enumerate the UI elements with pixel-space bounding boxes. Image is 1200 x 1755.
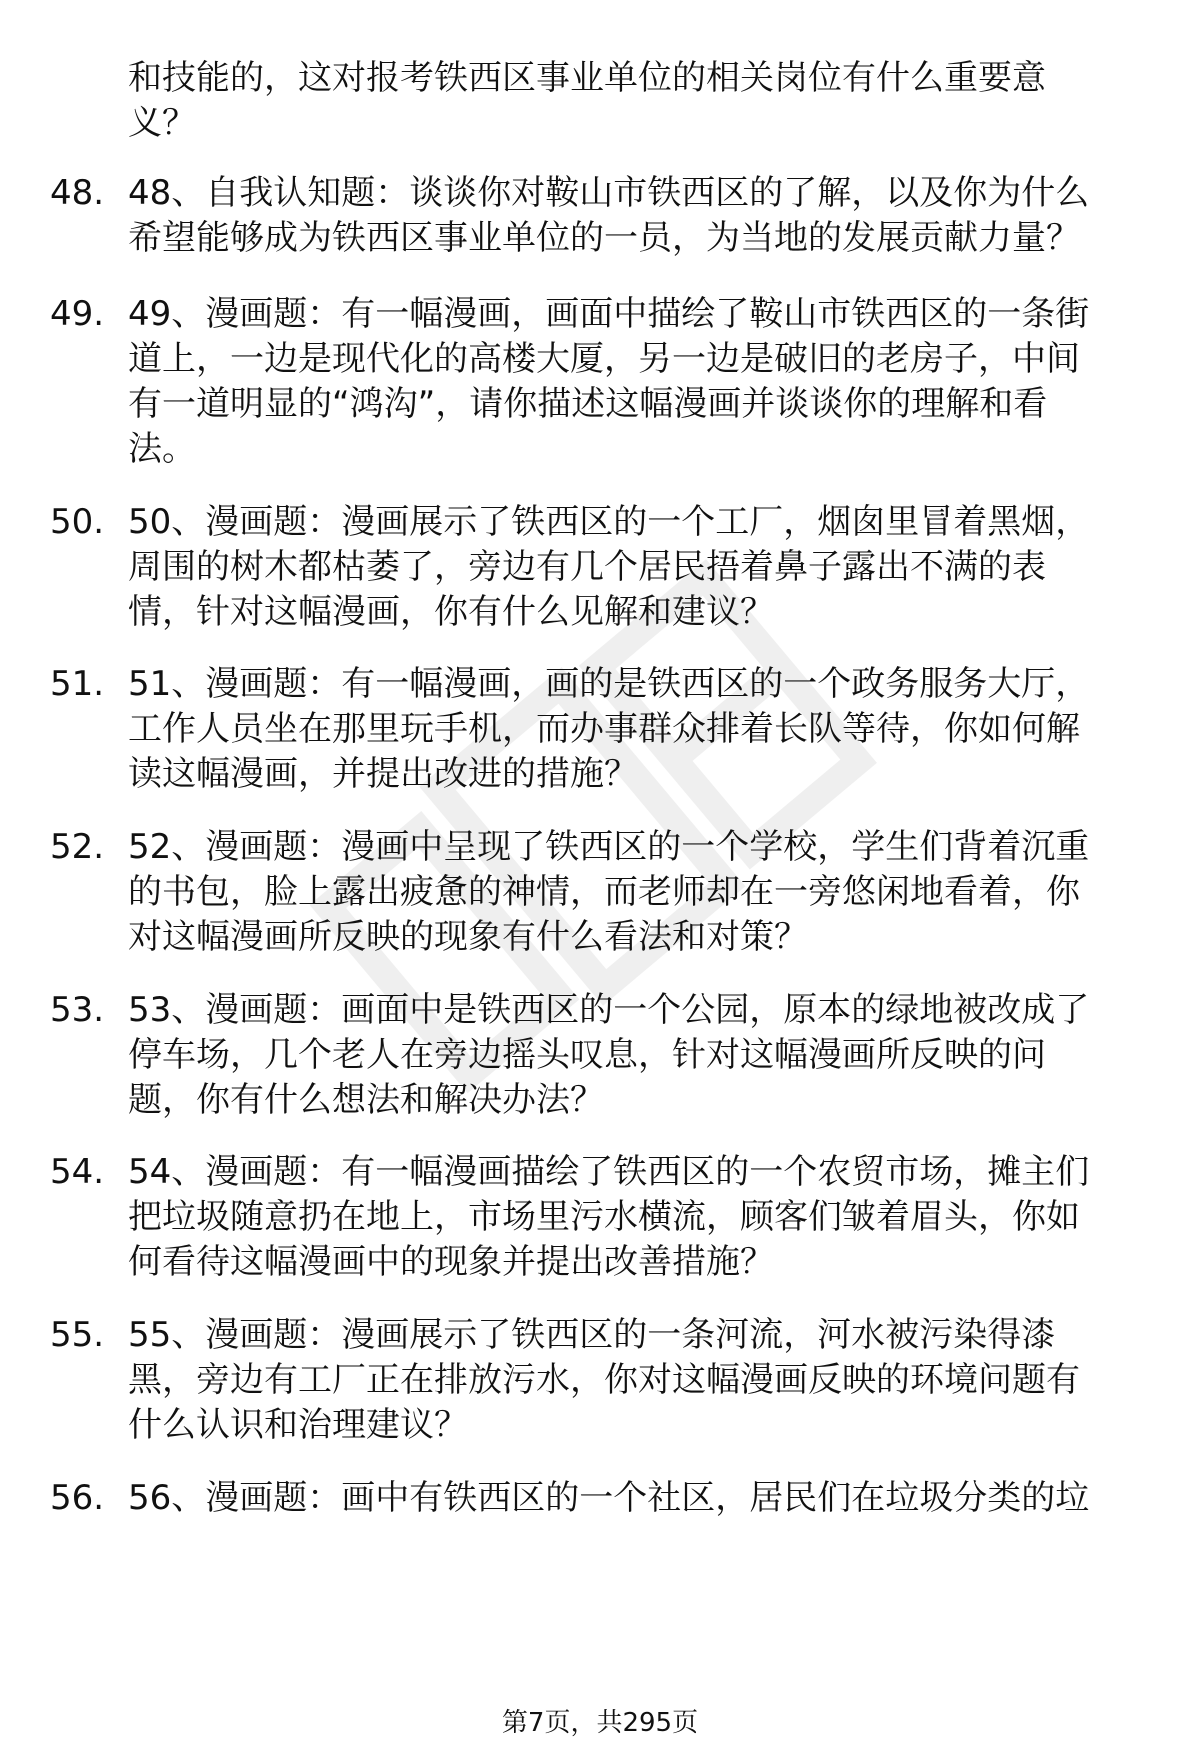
- question-text: 49、漫画题：有一幅漫画，画面中描绘了鞍山市铁西区的一条街 道上，一边是现代化的高楼大厦，另一边是破旧的老房子，中间 有一道明显的“鸿沟”，请你描述这幅漫画并谈谈你的理解和看 法。: [128, 294, 1090, 469]
- question-number: 49.: [50, 294, 105, 334]
- page-footer: 第7页，共295页: [501, 1708, 699, 1738]
- question-text: 56、漫画题：画中有铁西区的一个社区，居民们在垃圾分类的垃: [128, 1478, 1090, 1518]
- question-number: 55.: [50, 1315, 105, 1355]
- question-number: 52.: [50, 827, 105, 867]
- question-number: 50.: [50, 502, 105, 542]
- question-number: 53.: [50, 990, 105, 1030]
- question-text: 55、漫画题：漫画展示了铁西区的一条河流，河水被污染得漆 黑，旁边有工厂正在排放污水，你对这幅漫画反映的环境问题有 什么认识和治理建议？: [128, 1315, 1080, 1445]
- question-number: 54.: [50, 1152, 105, 1192]
- question-text: 53、漫画题：画面中是铁西区的一个公园，原本的绿地被改成了 停车场，几个老人在旁边摇头叹息，针对这幅漫画所反映的问 题，你有什么想法和解决办法？: [128, 990, 1090, 1120]
- continuation-text: 和技能的，这对报考铁西区事业单位的相关岗位有什么重要意 义？: [128, 58, 1046, 143]
- question-text: 51、漫画题：有一幅漫画，画的是铁西区的一个政务服务大厅， 工作人员坐在那里玩手机，而办事群众排着长队等待，你如何解 读这幅漫画，并提出改进的措施？: [128, 664, 1090, 794]
- question-number: 48.: [50, 173, 105, 213]
- question-text: 54、漫画题：有一幅漫画描绘了铁西区的一个农贸市场，摊主们 把垃圾随意扔在地上，市场里污水横流，顾客们皱着眉头，你如 何看待这幅漫画中的现象并提出改善措施？: [128, 1152, 1090, 1282]
- question-number: 56.: [50, 1478, 105, 1518]
- question-number: 51.: [50, 664, 105, 704]
- question-text: 52、漫画题：漫画中呈现了铁西区的一个学校，学生们背着沉重 的书包，脸上露出疲惫的神情，而老师却在一旁悠闲地看着，你 对这幅漫画所反映的现象有什么看法和对策？: [128, 827, 1090, 957]
- question-text: 48、自我认知题：谈谈你对鞍山市铁西区的了解，以及你为什么 希望能够成为铁西区事业单位的一员，为当地的发展贡献力量？: [128, 173, 1090, 258]
- question-text: 50、漫画题：漫画展示了铁西区的一个工厂，烟囱里冒着黑烟， 周围的树木都枯萎了，旁边有几个居民捂着鼻子露出不满的表 情，针对这幅漫画，你有什么见解和建议？: [128, 502, 1090, 632]
